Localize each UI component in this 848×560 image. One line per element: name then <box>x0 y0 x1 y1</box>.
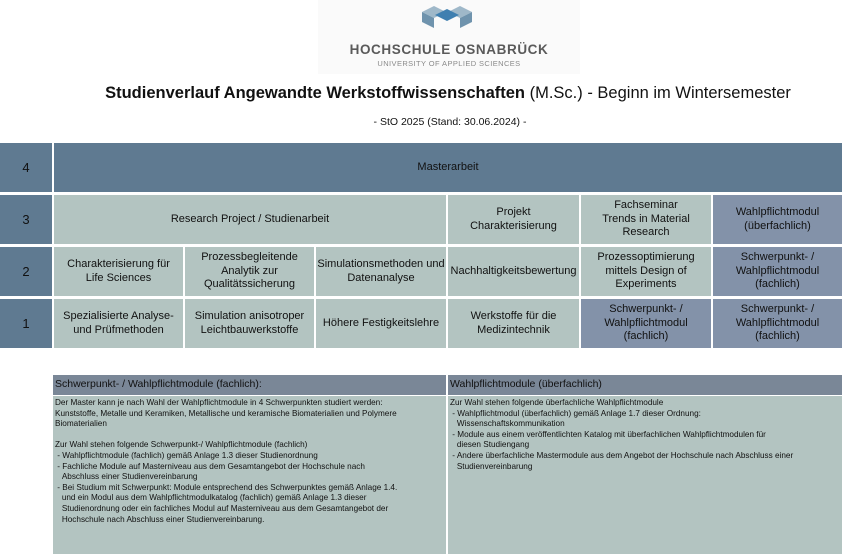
logo-mark-icon <box>422 4 472 30</box>
info-right-body: Zur Wahl stehen folgende überfachliche Wahlpflichtmodule - Wahlpflichtmodul (überfachlich) gemäß Anlage 1.7 dieser Ordnung: Wissenschaftskommunikation - Module aus einem veröffentlichten Katalog mit überfachlichen Wahlpflichtmodulen für diesen Studiengang - Andere überfachliche Mastermodule aus dem Angebot der Hochschule nach Abschluss einer Studienvereinbarung <box>448 396 842 554</box>
semester-number-2: 2 <box>0 247 52 296</box>
semester-number-4: 4 <box>0 143 52 192</box>
title-rest: (M.Sc.) - Beginn im Wintersemester <box>525 84 791 102</box>
page-subtitle: - StO 2025 (Stand: 30.06.2024) - <box>373 116 527 128</box>
info-left-heading: Schwerpunkt- / Wahlpflichtmodule (fachlich): <box>53 375 446 395</box>
logo-subtitle: UNIVERSITY OF APPLIED SCIENCES <box>377 59 521 68</box>
info-left-body: Der Master kann je nach Wahl der Wahlpflichtmodule in 4 Schwerpunkten studiert werden: Kunststoffe, Metalle und Keramiken, Metallische und keramische Biomaterialien und Polymere Biomaterialien Zur Wahl stehen folgende Schwerpunkt-/ Wahlpflichtmodule (fachlich) - Wahlpflichtmodule (fachlich) gemäß Anlage 1.3 dieser Studienordnung - Fachliche Module auf Masterniveau aus dem Gesamtangebot der Hochschule nach Abschluss einer Studienvereinbarung - Bei Studium mit Schwerpunkt: Module entsprechend des Schwerpunktes gemäß Anlage 1.4. und ein Modul aus dem Wahlpflichtmodulkatalog (fachlich) gemäß Anlage 1.3 dieser Studienordnung oder ein fachliches Modul auf Masterniveau aus dem Gesamtangebot der Hochschule nach Abschluss einer Studienvereinbarung. <box>53 396 446 554</box>
university-logo <box>318 0 580 74</box>
module-research-project: Research Project / Studienarbeit <box>54 195 446 244</box>
module-schwerpunkt-wahlpflicht: Schwerpunkt- / Wahlpflichtmodul (fachlich) <box>581 299 711 348</box>
module-wahlpflicht-ueberfachlich: Wahlpflichtmodul (überfachlich) <box>713 195 842 244</box>
module-nachhaltigkeitsbewertung: Nachhaltigkeitsbewertung <box>448 247 579 296</box>
module-werkstoffe-medizintechnik: Werkstoffe für die Medizintechnik <box>448 299 579 348</box>
module-prozessoptimierung: Prozessoptimierung mittels Design of Experiments <box>581 247 711 296</box>
semester-number-1: 1 <box>0 299 52 348</box>
info-right-heading: Wahlpflichtmodule (überfachlich) <box>448 375 842 395</box>
title-bold: Studienverlauf Angewandte Werkstoffwissenschaften <box>105 84 526 102</box>
module-projekt-charakterisierung: Projekt Charakterisierung <box>448 195 579 244</box>
logo-name: HOCHSCHULE OSNABRÜCK <box>349 42 549 57</box>
module-schwerpunkt-wahlpflicht: Schwerpunkt- / Wahlpflichtmodul (fachlich) <box>713 299 842 348</box>
module-fachseminar: Fachseminar Trends in Material Research <box>581 195 711 244</box>
page-title <box>0 84 848 103</box>
semester-number-3: 3 <box>0 195 52 244</box>
module-prozessbegleitende-analytik: Prozessbegleitende Analytik zur Qualitätssicherung <box>185 247 314 296</box>
module-simulation-anisotroper: Simulation anisotroper Leichtbauwerkstoffe <box>185 299 314 348</box>
module-spezialisierte-analyse: Spezialisierte Analyse- und Prüfmethoden <box>54 299 183 348</box>
module-schwerpunkt-wahlpflicht: Schwerpunkt- / Wahlpflichtmodul (fachlich) <box>713 247 842 296</box>
module-masterarbeit: Masterarbeit <box>54 143 842 192</box>
module-hoehere-festigkeitslehre: Höhere Festigkeitslehre <box>316 299 446 348</box>
module-charakterisierung-life-sciences: Charakterisierung für Life Sciences <box>54 247 183 296</box>
module-simulationsmethoden: Simulationsmethoden und Datenanalyse <box>316 247 446 296</box>
